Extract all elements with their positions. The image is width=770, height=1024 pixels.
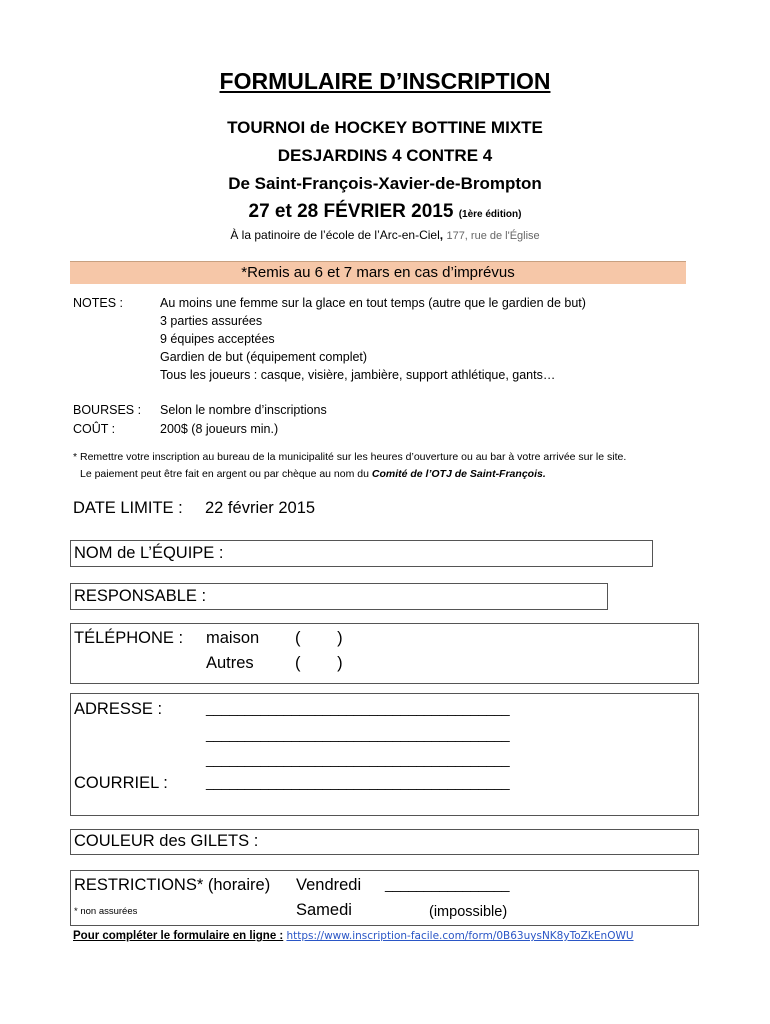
tournament-dates bbox=[0, 201, 770, 223]
deadline-value: 22 février 2015 bbox=[205, 499, 316, 517]
uninsured-note: * non assurées bbox=[74, 906, 138, 917]
payee-name: Comité de l’OTJ de Saint-François. bbox=[371, 468, 546, 480]
address-label: ADRESSE : bbox=[74, 700, 163, 718]
telephone-field[interactable] bbox=[70, 623, 699, 684]
saturday-impossible: (impossible) bbox=[429, 904, 508, 920]
tournament-name: TOURNOI de HOCKEY BOTTINE MIXTE bbox=[227, 118, 543, 137]
friday-input[interactable]: ________________ bbox=[385, 876, 510, 892]
other-phone-label: Autres bbox=[206, 654, 254, 672]
team-name-label: NOM de L’ÉQUIPE : bbox=[74, 544, 224, 562]
edition-label: (1ère édition) bbox=[458, 209, 522, 220]
address-email-field[interactable] bbox=[70, 693, 699, 816]
list-item: Au moins une femme sur la glace en tout temps (autre que le gardien de but) bbox=[160, 296, 586, 310]
list-item: Gardien de but (équipement complet) bbox=[160, 350, 368, 364]
tournament-location: De Saint-François-Xavier-de-Brompton bbox=[228, 174, 542, 193]
online-form-label: Pour compléter le formulaire en ligne : bbox=[73, 930, 284, 942]
venue-address: 177, rue de l'Église bbox=[446, 230, 540, 242]
venue-name: À la patinoire de l’école de l’Arc-en-Ciel bbox=[230, 228, 440, 242]
notes-list bbox=[160, 294, 720, 384]
address-line-3[interactable]: _______________________________________ bbox=[206, 751, 510, 767]
restrictions-field[interactable] bbox=[70, 870, 699, 926]
list-item: Tous les joueurs : casque, visière, jambière, support athlétique, gants… bbox=[160, 368, 556, 382]
online-form-line bbox=[73, 930, 634, 942]
remark-line-1: * Remettre votre inscription au bureau de la municipalité sur les heures d’ouverture ou au bar à votre arrivée sur le site. bbox=[73, 451, 627, 463]
payment-text: Le paiement peut être fait en argent ou par chèque au nom du bbox=[80, 468, 372, 480]
other-phone-input[interactable]: ( ) bbox=[295, 654, 343, 672]
cout-value: 200$ (8 joueurs min.) bbox=[160, 422, 279, 436]
responsable-label: RESPONSABLE : bbox=[74, 587, 207, 605]
jersey-color-field[interactable] bbox=[70, 829, 699, 855]
saturday-label: Samedi bbox=[296, 901, 352, 919]
cout-label: COÛT : bbox=[73, 422, 116, 436]
venue-line bbox=[0, 228, 770, 242]
telephone-label: TÉLÉPHONE : bbox=[74, 629, 184, 647]
tournament-sponsor: DESJARDINS 4 CONTRE 4 bbox=[277, 146, 493, 165]
list-item: 9 équipes acceptées bbox=[160, 332, 275, 346]
online-form-link[interactable]: https://www.inscription-facile.com/form/0B63uysNK8yToZkEnOWU bbox=[286, 930, 634, 942]
email-label: COURRIEL : bbox=[74, 774, 168, 792]
restrictions-label: RESTRICTIONS* (horaire) bbox=[74, 876, 271, 894]
bourses-value: Selon le nombre d’inscriptions bbox=[160, 403, 327, 417]
deadline-label: DATE LIMITE : bbox=[73, 499, 183, 517]
list-item: 3 parties assurées bbox=[160, 314, 263, 328]
bourses-label: BOURSES : bbox=[73, 403, 142, 417]
home-phone-input[interactable]: ( ) bbox=[295, 629, 343, 647]
form-title: FORMULAIRE D’INSCRIPTION bbox=[219, 68, 551, 94]
friday-label: Vendredi bbox=[296, 876, 362, 894]
team-name-field[interactable] bbox=[70, 540, 653, 567]
address-line-1[interactable]: _______________________________________ bbox=[206, 700, 510, 716]
home-phone-label: maison bbox=[206, 629, 260, 647]
email-line[interactable]: _______________________________________ bbox=[206, 774, 510, 790]
jersey-color-label: COULEUR des GILETS : bbox=[74, 832, 259, 850]
rain-date-banner: *Remis au 6 et 7 mars en cas d’imprévus bbox=[70, 261, 686, 284]
venue-separator: , bbox=[439, 228, 444, 242]
dates-text: 27 et 28 FÉVRIER 2015 bbox=[248, 201, 454, 222]
notes-label: NOTES : bbox=[73, 296, 124, 310]
remark-line-2 bbox=[80, 466, 720, 482]
address-line-2[interactable]: _______________________________________ bbox=[206, 726, 510, 742]
responsable-field[interactable] bbox=[70, 583, 608, 610]
